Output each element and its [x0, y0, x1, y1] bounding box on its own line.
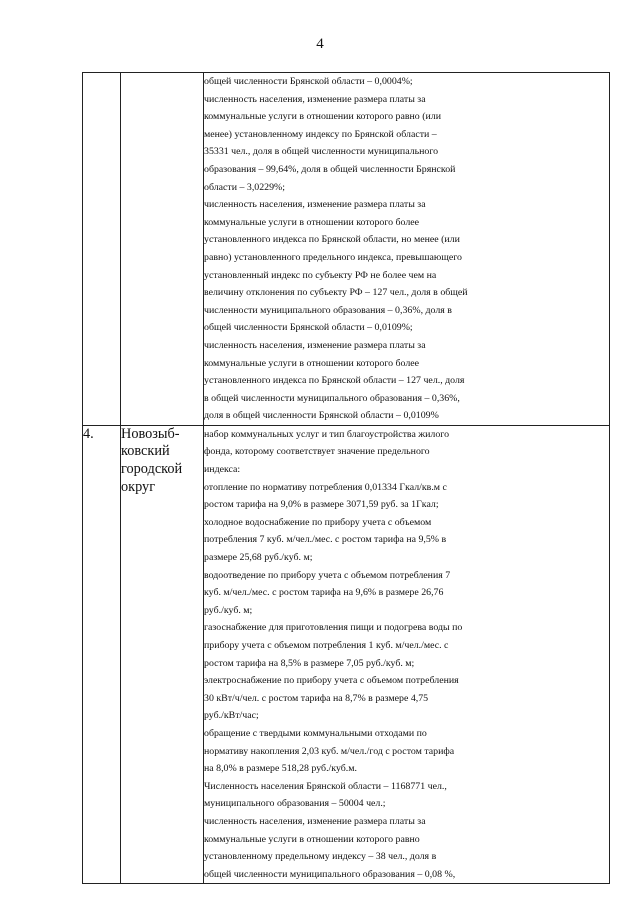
description-line: общей численности Брянской области – 0,0004%; — [204, 76, 413, 87]
municipality-name-cell — [121, 425, 204, 883]
description-line: общей численности муниципального образования – 0,08 %, — [204, 868, 456, 880]
description-line: фонда, которому соответствует значение предельного — [204, 446, 430, 458]
municipality-name-line: ковский — [121, 443, 170, 460]
description-line: ростом тарифа на 9,0% в размере 3071,59 руб. за 1Гкал; — [204, 499, 439, 511]
description-line: прибору учета с объемом потребления 1 куб. м/чел./мес. с — [204, 640, 449, 651]
description-line: образования – 99,64%, доля в общей численности Брянской — [204, 163, 456, 175]
description-line: менее) установленному индексу по Брянской области – — [204, 128, 437, 140]
description-cell — [204, 425, 610, 883]
row-number-cell: 4. — [83, 425, 121, 883]
description-line: равно) установленного предельного индекса, превышающего — [204, 251, 462, 263]
description-line: установленный индекс по субъекту РФ не более чем на — [204, 269, 437, 281]
description-line: численности муниципального образования – 0,36%, доля в — [204, 304, 452, 316]
description-line: общей численности Брянской области – 0,0109%; — [204, 322, 413, 334]
description-line: численность населения, изменение размера платы за — [204, 93, 426, 105]
municipality-name-line: городской — [121, 461, 183, 478]
description-line: электроснабжение по прибору учета с объемом потребления — [204, 675, 459, 687]
description-line: установленного индекса по Брянской области – 127 чел., доля — [204, 375, 465, 387]
description-line: набор коммунальных услуг и тип благоустройства жилого — [204, 428, 450, 440]
description-line: численность населения, изменение размера платы за — [204, 199, 426, 211]
description-line: коммунальные услуги в отношении которого равно — [204, 833, 420, 845]
description-line: ростом тарифа на 8,5% в размере 7,05 руб./куб. м; — [204, 657, 415, 669]
description-line: доля в общей численности Брянской области – 0,0109% — [204, 410, 439, 422]
description-line: обращение с твердыми коммунальными отходами по — [204, 727, 427, 739]
description-line: руб./кВт/час; — [204, 710, 259, 722]
indices-table — [82, 72, 610, 884]
description-line: на 8,0% в размере 518,28 руб./куб.м. — [204, 763, 357, 775]
description-line: размере 25,68 руб./куб. м; — [204, 552, 313, 564]
municipality-name-cell — [121, 73, 204, 426]
description-line: муниципального образования – 50004 чел.; — [204, 798, 386, 810]
description-line: руб./куб. м; — [204, 604, 253, 616]
description-line: установленному предельному индексу – 38 чел., доля в — [204, 851, 437, 863]
table-body — [83, 73, 610, 884]
municipality-name-line: округ — [121, 478, 156, 495]
page-number: 4 — [316, 36, 324, 52]
description-line: Численность населения Брянской области – 1168771 чел., — [204, 780, 447, 792]
description-line: численность населения, изменение размера платы за — [204, 339, 426, 351]
description-line: численность населения, изменение размера платы за — [204, 815, 426, 827]
description-line: 35331 чел., доля в общей численности муниципального — [204, 146, 439, 158]
table-row — [83, 425, 610, 883]
description-line: газоснабжение для приготовления пищи и подогрева воды по — [204, 622, 463, 634]
description-line: нормативу накопления 2,03 куб. м/чел./год с ростом тарифа — [204, 745, 455, 757]
description-line: коммунальные услуги в отношении которого более — [204, 216, 420, 228]
row-number-cell — [83, 73, 121, 426]
description-line: величину отклонения по субъекту РФ – 127 чел., доля в общей — [204, 287, 468, 299]
description-line: индекса: — [204, 464, 241, 476]
description-cell — [204, 73, 610, 426]
description-line: холодное водоснабжение по прибору учета с объемом — [204, 516, 432, 528]
description-line: 30 кВт/ч/чел. с ростом тарифа на 8,7% в размере 4,75 — [204, 692, 429, 704]
description-line: отопление по нормативу потребления 0,01334 Гкал/кв.м с — [204, 481, 447, 493]
description-line: потребления 7 куб. м/чел./мес. с ростом тарифа на 9,5% в — [204, 534, 447, 546]
municipality-name-line: Новозыб- — [121, 425, 180, 442]
description-line: области – 3,0229%; — [204, 181, 286, 193]
description-line: коммунальные услуги в отношении которого равно (или — [204, 111, 441, 123]
table-row — [83, 73, 610, 426]
description-line: коммунальные услуги в отношении которого более — [204, 357, 420, 369]
description-line: установленного индекса по Брянской области, но менее (или — [204, 234, 460, 246]
description-line: в общей численности муниципального образования – 0,36%, — [204, 392, 460, 404]
description-line: куб. м/чел./мес. с ростом тарифа на 9,6% в размере 26,76 — [204, 587, 444, 599]
description-line: водоотведение по прибору учета с объемом потребления 7 — [204, 569, 451, 581]
